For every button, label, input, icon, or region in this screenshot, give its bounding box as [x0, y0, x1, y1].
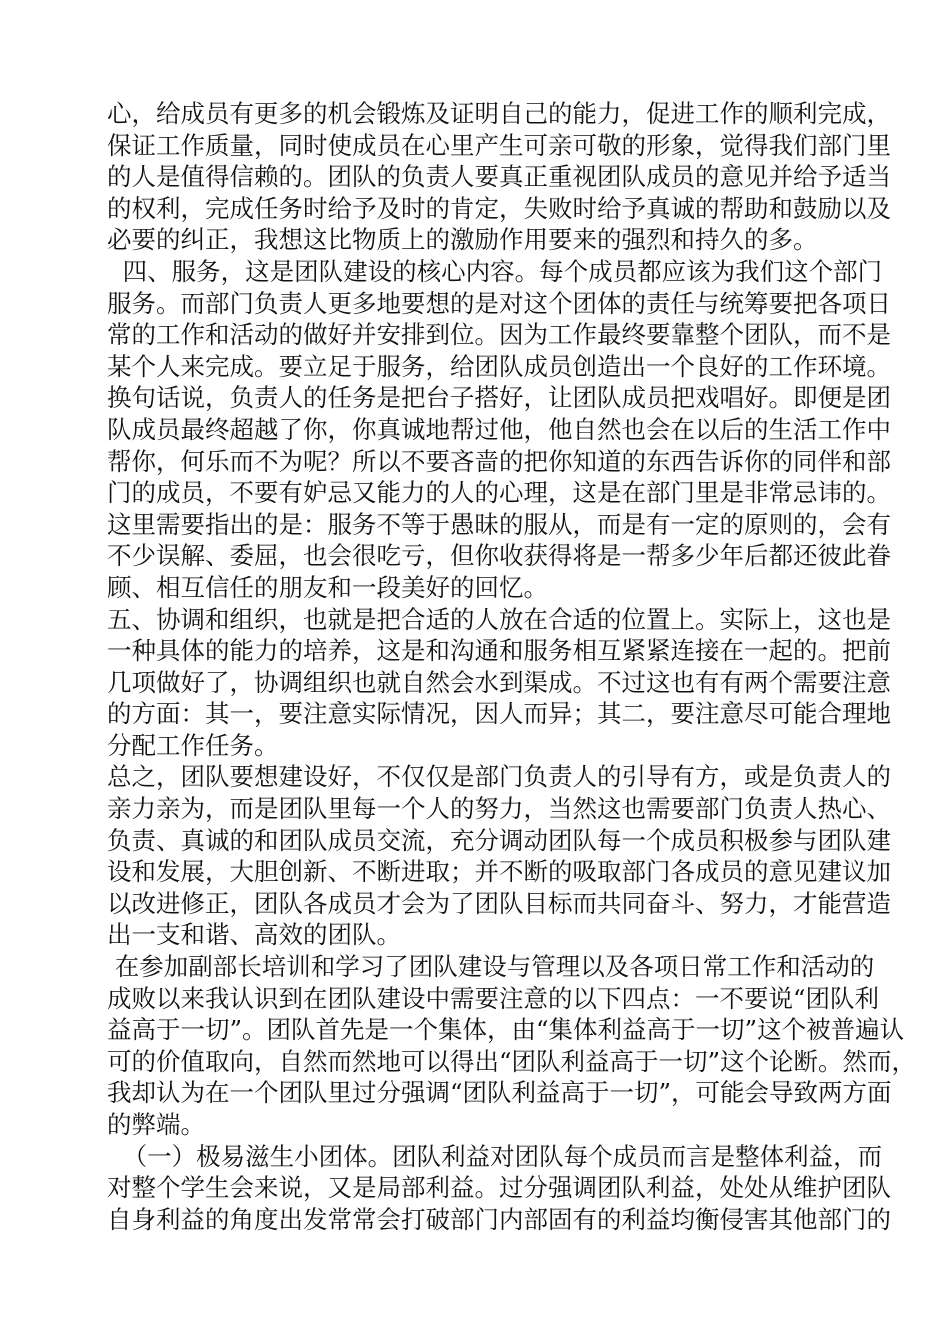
- text-line: 几项做好了，协调组织也就自然会水到渠成。不过这也有有两个需要注意: [107, 667, 891, 697]
- text-line: 不少误解、委屈，也会很吃亏，但你收获得将是一帮多少年后都还彼此眷: [107, 541, 891, 571]
- text-line: 负责、真诚的和团队成员交流，充分调动团队每一个成员积极参与团队建: [107, 825, 891, 855]
- text-line: 常的工作和活动的做好并安排到位。因为工作最终要靠整个团队，而不是: [107, 320, 891, 350]
- text-line: 一种具体的能力的培养，这是和沟通和服务相互紧紧连接在一起的。把前: [107, 636, 891, 666]
- text-line: 服务。而部门负责人更多地要想的是对这个团体的责任与统筹要把各项日: [107, 288, 891, 318]
- text-line: 出一支和谐、高效的团队。: [107, 920, 401, 950]
- body-text: [107, 98, 917, 1235]
- text-line: 可的价值取向，自然而然地可以得出“团队利益高于一切”这个论断。然而，: [107, 1046, 917, 1076]
- text-line: 我却认为在一个团队里过分强调“团队利益高于一切”，可能会导致两方面: [107, 1078, 892, 1108]
- text-line: 门的成员，不要有妒忌又能力的人的心理，这是在部门里是非常忌讳的。: [107, 478, 891, 508]
- text-line: 成败以来我认识到在团队建设中需要注意的以下四点：一不要说“团队利: [107, 983, 880, 1013]
- text-line: 益高于一切”。团队首先是一个集体，由“集体利益高于一切”这个被普遍认: [107, 1015, 905, 1045]
- text-line: 这里需要指出的是：服务不等于愚昧的服从，而是有一定的原则的，会有: [107, 509, 891, 539]
- text-line: 四、服务，这是团队建设的核心内容。每个成员都应该为我们这个部门: [107, 256, 883, 286]
- text-line: （一）极易滋生小团体。团队利益对团队每个成员而言是整体利益，而: [107, 1141, 883, 1171]
- text-line: 分配工作任务。: [107, 730, 279, 760]
- text-line: 顾、相互信任的朋友和一段美好的回忆。: [107, 572, 548, 602]
- text-line: 设和发展，大胆创新、不断进取；并不断的吸取部门各成员的意见建议加: [107, 857, 891, 887]
- text-line: 的弊端。: [107, 1110, 205, 1139]
- text-line: 队成员最终超越了你，你真诚地帮过他，他自然也会在以后的生活工作中: [107, 414, 891, 444]
- text-line: 的权利，完成任务时给予及时的肯定，失败时给予真诚的帮助和鼓励以及: [107, 193, 891, 223]
- text-line: 在参加副部长培训和学习了团队建设与管理以及各项日常工作和活动的: [107, 952, 875, 982]
- text-line: 自身利益的角度出发常常会打破部门内部固有的利益均衡侵害其他部门的: [107, 1204, 891, 1234]
- text-line: 对整个学生会来说，又是局部利益。过分强调团队利益，处处从维护团队: [107, 1173, 891, 1203]
- text-line: 帮你，何乐而不为呢？所以不要吝啬的把你知道的东西告诉你的同伴和部: [107, 446, 891, 476]
- text-line: 亲力亲为，而是团队里每一个人的努力，当然这也需要部门负责人热心、: [107, 794, 891, 824]
- text-line: 换句话说，负责人的任务是把台子搭好，让团队成员把戏唱好。即便是团: [107, 383, 891, 413]
- text-line: 心，给成员有更多的机会锻炼及证明自己的能力，促进工作的顺利完成，: [107, 99, 891, 128]
- text-line: 必要的纠正，我想这比物质上的激励作用要来的强烈和持久的多。: [107, 225, 818, 255]
- text-line: 总之，团队要想建设好，不仅仅是部门负责人的引导有方，或是负责人的: [107, 762, 891, 792]
- text-line: 的人是值得信赖的。团队的负责人要真正重视团队成员的意见并给予适当: [107, 162, 891, 192]
- text-line: 以改进修正，团队各成员才会为了团队目标而共同奋斗、努力，才能营造: [107, 888, 891, 918]
- text-line: 的方面：其一，要注意实际情况，因人而异；其二，要注意尽可能合理地: [107, 699, 891, 729]
- text-line: 某个人来完成。要立足于服务，给团队成员创造出一个良好的工作环境。: [107, 351, 891, 381]
- text-line: 保证工作质量，同时使成员在心里产生可亲可敬的形象，觉得我们部门里: [107, 130, 891, 160]
- text-line: 五、协调和组织，也就是把合适的人放在合适的位置上。实际上，这也是: [107, 604, 891, 634]
